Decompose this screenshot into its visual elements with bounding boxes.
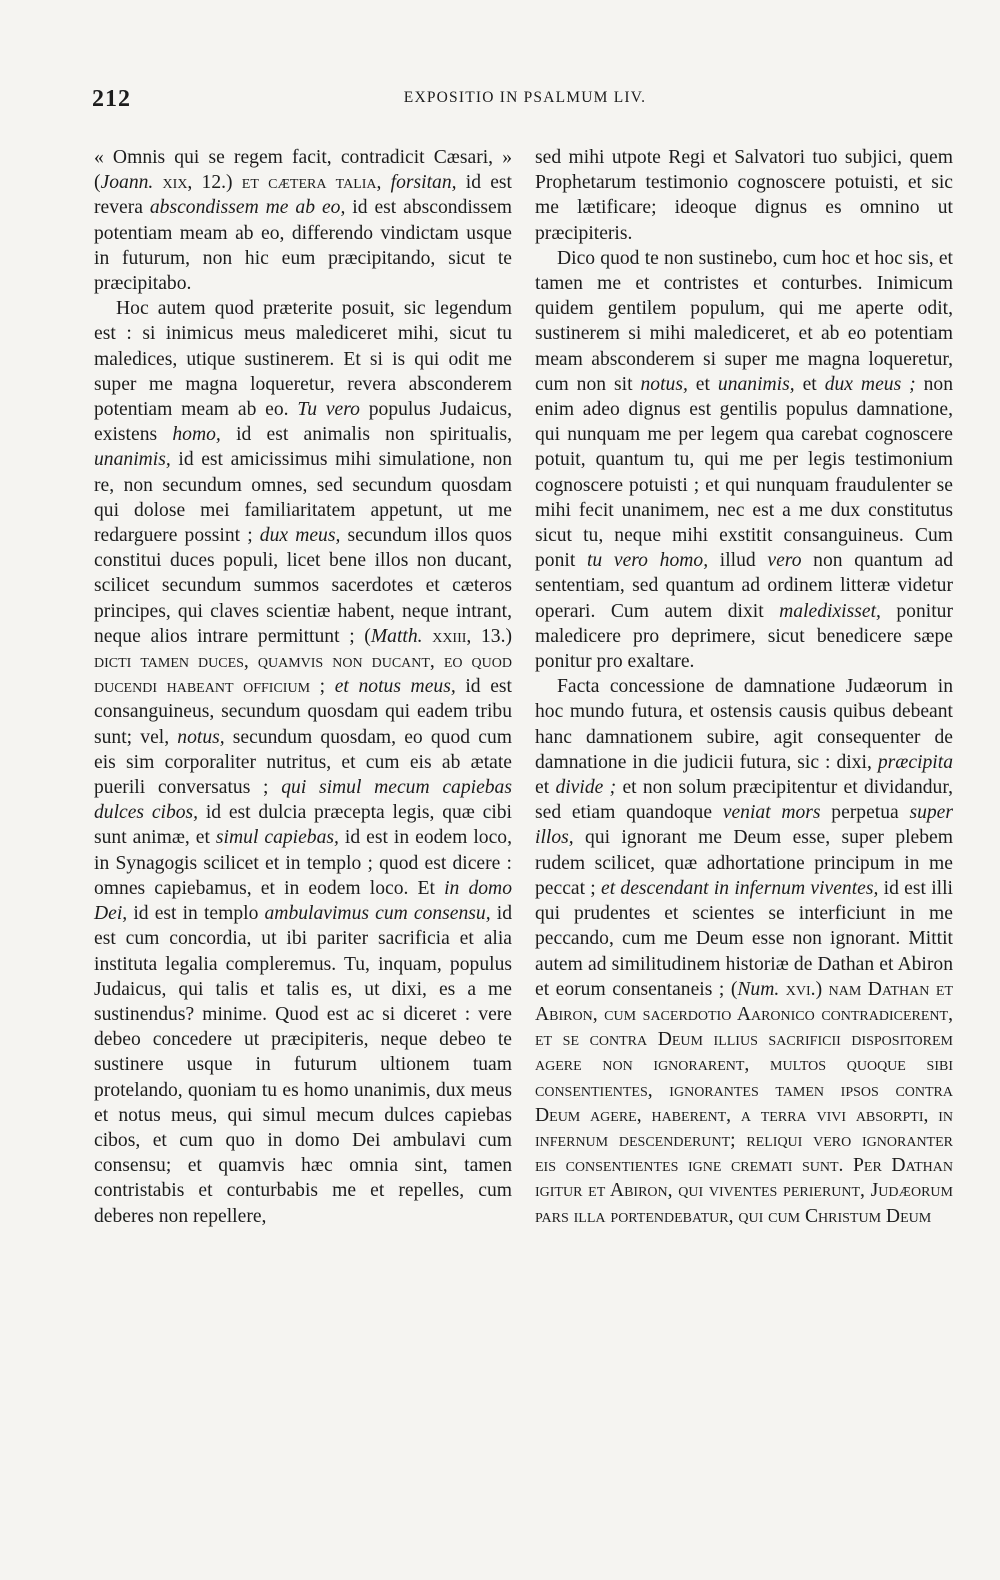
- page-header: [92, 86, 958, 116]
- left-paragraph-1: « Omnis qui se regem facit, contradicit Cæsari, » (Joann. xix, 12.) et cætera talia, forsitan, id est revera abscondissem me ab eo, id est abscondissem potentiam meam ab eo, differendo vindictam usque in futurum, non hic eum præcipitando, sicut te præcipitabo.: [94, 147, 512, 295]
- running-title: EXPOSITIO IN PSALMUM LIV.: [403, 89, 647, 106]
- left-paragraph-2: Hoc autem quod præterite posuit, sic legendum est : si inimicus meus malediceret mihi, sicut tu maledices, utique sustinerem. Et si is qui odit me super me magna loqueretur, revera absconderem potentiam meam ab eo. Tu vero populus Judaicus, existens homo, id est animalis non spiritualis, unanimis, id est amicissimus mihi simulatione, non re, non secundum omnes, sed secundum quosdam qui dolose mei familiaritatem appetunt, ut me redarguere possint ; dux meus, secundum illos quos constitui duces populi, licet bene illos non ducant, scilicet secundum summos sacerdotes et cæteros principes, qui claves scientiæ habent, neque intrant, neque alios intrare permittunt ; (Matth. xxiii, 13.) dicti tamen duces, quamvis non ducant, eo quod ducendi habeant officium ; et notus meus, id est consanguineus, secundum quosdam qui eadem tribu sunt; vel, notus, secundum quosdam, eo quod cum eis sim corporaliter nutritus, et cum eis ab ætate puerili conversatus ; qui simul mecum capiebas dulces cibos, id est dulcia præcepta legis, quæ cibi sunt animæ, et simul capiebas, id est in eodem loco, in Synagogis scilicet et in templo ; quod est dicere : omnes capiebamus, et in eodem loco. Et in domo Dei, id est in templo ambulavimus cum consensu, id est cum concordia, ut ibi pariter sacrificia et alia instituta legalia compleremus. Tu, inquam, populus Judaicus, qui talis et talis es, ut dixi, es a me sustinendus? minime. Quod est ac si diceret : vere debeo concedere ut præcipiteris, neque debeo te sustinere usque in futurum ultionem tuam protelando, quoniam tu es homo unanimis, dux meus et notus meus, qui simul mecum dulces capiebas cibos, et cum quo in domo Dei ambulavi cum consensu; et quamvis hæc omnia sint, tamen contristabis et conturbabis me et repelles, cum deberes non repellere,: [94, 298, 513, 1227]
- right-column: [535, 145, 953, 1229]
- page-number: 212: [92, 86, 131, 112]
- left-column: [94, 145, 512, 1229]
- right-paragraph-1: sed mihi utpote Regi et Salvatori tuo subjici, quem Prophetarum testimonio cognoscere potuisti, et sic me lætificare; ideoque dignus es omnino ut præcipiteris.: [535, 147, 953, 244]
- right-paragraph-3: Facta concessione de damnatione Judæorum in hoc mundo futura, et ostensis causis quibus debeant hanc damnationem subire, agit consequenter de damnatione in die judicii futura, sic : dixi, præcipita et divide ; et non solum præcipitentur et dividandur, sed etiam quandoque veniat mors perpetua super illos, qui ignorant me Deum esse, super plebem rudem scilicet, quæ adhortatione principum in me peccat ; et descendant in infernum viventes, id est illi qui prudentes et scientes se interficiunt in me peccando, cum me Deum esse non ignorant. Mittit autem ad similitudinem historiæ de Dathan et Abiron et eorum consentaneis ; (Num. xvi.) nam Dathan et Abiron, cum sacerdotio Aaronico contradicerent, et se contra Deum illius sacrificii dispositorem agere non ignorarent, multos quoque sibi consentientes, ignorantes tamen ipsos contra Deum agere, haberent, a terra vivi absorpti, in infernum descenderunt; reliqui vero ignoranter eis consentientes igne cremati sunt. Per Dathan igitur et Abiron, qui viventes perierunt, Judæorum pars illa portendebatur, qui cum Christum Deum: [535, 676, 953, 1227]
- right-paragraph-2: Dico quod te non sustinebo, cum hoc et hoc sis, et tamen me et contristes et conturbes. Inimicum quidem gentilem populum, qui me aperte odit, sustinerem si mihi malediceret, et ab eo potentiam meam absconderem si super me magna loqueretur, cum non sit notus, et unanimis, et dux meus ; non enim adeo dignus est gentilis populus damnatione, qui nunquam me per legem qua carebat cognoscere potuit, quantum tu, qui me per legis testimonium cognoscere potuisti ; et qui nunquam fraudulenter se mihi fecit unanimem, nec est a me dux constitutus sicut tu, neque mihi exstitit consanguineus. Cum ponit tu vero homo, illud vero non quantum ad sententiam, sed quantum ad ordinem litteræ videtur operari. Cum autem dixit maledixisset, ponitur maledicere pro deprimere, sicut benedicere sæpe ponitur pro exaltare.: [535, 247, 954, 673]
